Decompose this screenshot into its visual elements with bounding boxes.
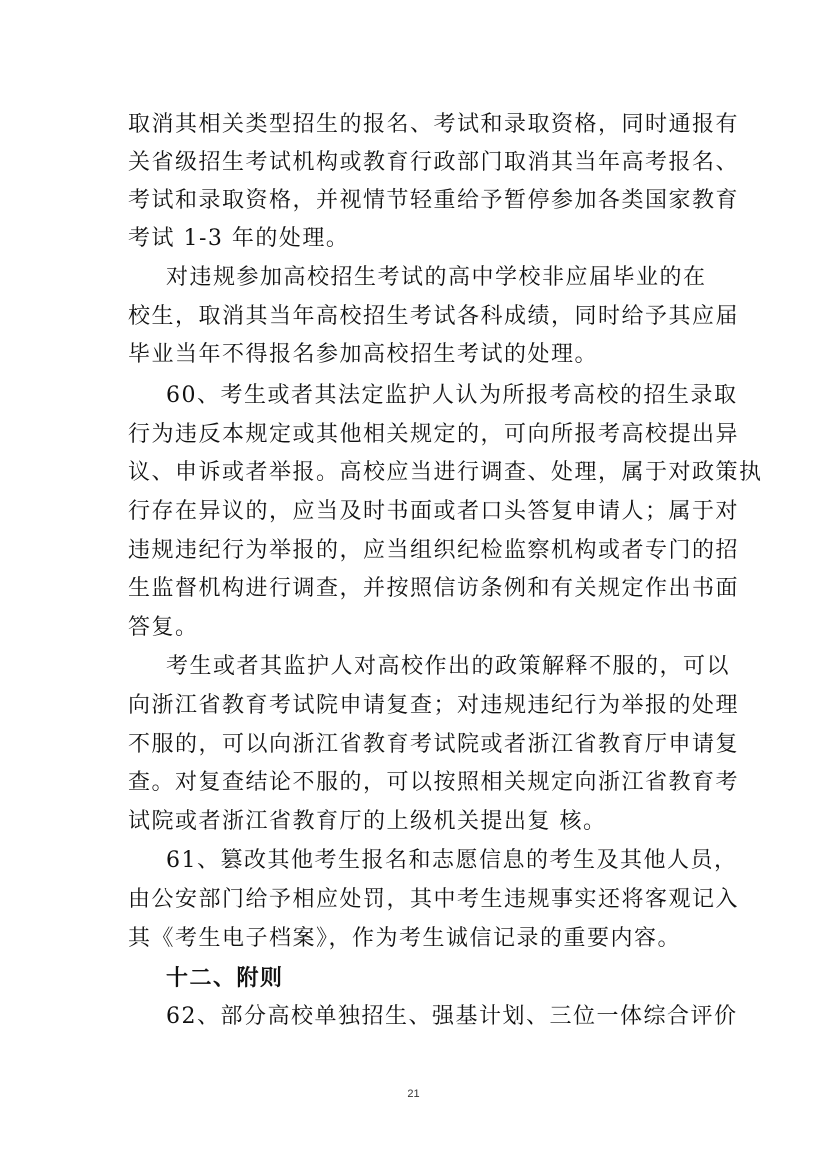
paragraph-start-line: 考生或者其监护人对高校作出的政策解释不服的，可以: [166, 654, 731, 679]
section-heading: 十二、附则: [166, 965, 284, 991]
text-line: 议、申诉或者举报。高校应当进行调查、处理，属于对政策执: [128, 460, 763, 485]
page-number: 21: [407, 1088, 420, 1100]
text-line: 考试和录取资格，并视情节轻重给予暂停参加各类国家教育: [128, 188, 740, 213]
text-line: 毕业当年不得报名参加高校招生考试的处理。: [128, 342, 599, 367]
text-line: 关省级招生考试机构或教育行政部门取消其当年高考报名、: [128, 150, 740, 175]
text-line: 其《考生电子档案》，作为考生诚信记录的重要内容。: [128, 926, 682, 951]
text-line: 由公安部门给予相应处罚，其中考生违规事实还将客观记入: [128, 887, 740, 912]
text-line: 向浙江省教育考试院申请复查；对违规违纪行为举报的处理: [128, 693, 740, 718]
text-line: 生监督机构进行调查，并按照信访条例和有关规定作出书面: [128, 576, 740, 601]
text-line: 考试 1-3 年的处理。: [128, 226, 350, 251]
text-line: 不服的，可以向浙江省教育考试院或者浙江省教育厅申请复: [128, 732, 740, 757]
text-line: 查。对复查结论不服的，可以按照相关规定向浙江省教育考: [128, 770, 740, 795]
text-line: 校生，取消其当年高校招生考试各科成绩，同时给予其应届: [128, 304, 740, 329]
text-line: 答复。: [128, 615, 199, 640]
text-line: 行存在异议的，应当及时书面或者口头答复申请人；属于对: [128, 499, 740, 524]
text-line: 取消其相关类型招生的报名、考试和录取资格，同时通报有: [128, 112, 740, 137]
text-line: 试院或者浙江省教育厅的上级机关提出复 核。: [128, 809, 607, 834]
text-line: 行为违反本规定或其他相关规定的，可向所报考高校提出异: [128, 422, 740, 447]
paragraph-start-line: 61、篡改其他考生报名和志愿信息的考生及其他人员，: [166, 848, 738, 873]
paragraph-start-line: 对违规参加高校招生考试的高中学校非应届毕业的在: [166, 265, 707, 290]
paragraph-start-line: 62、部分高校单独招生、强基计划、三位一体综合评价: [166, 1004, 738, 1029]
paragraph-start-line: 60、考生或者其法定监护人认为所报考高校的招生录取: [166, 383, 738, 408]
text-line: 违规违纪行为举报的，应当组织纪检监察机构或者专门的招: [128, 538, 740, 563]
